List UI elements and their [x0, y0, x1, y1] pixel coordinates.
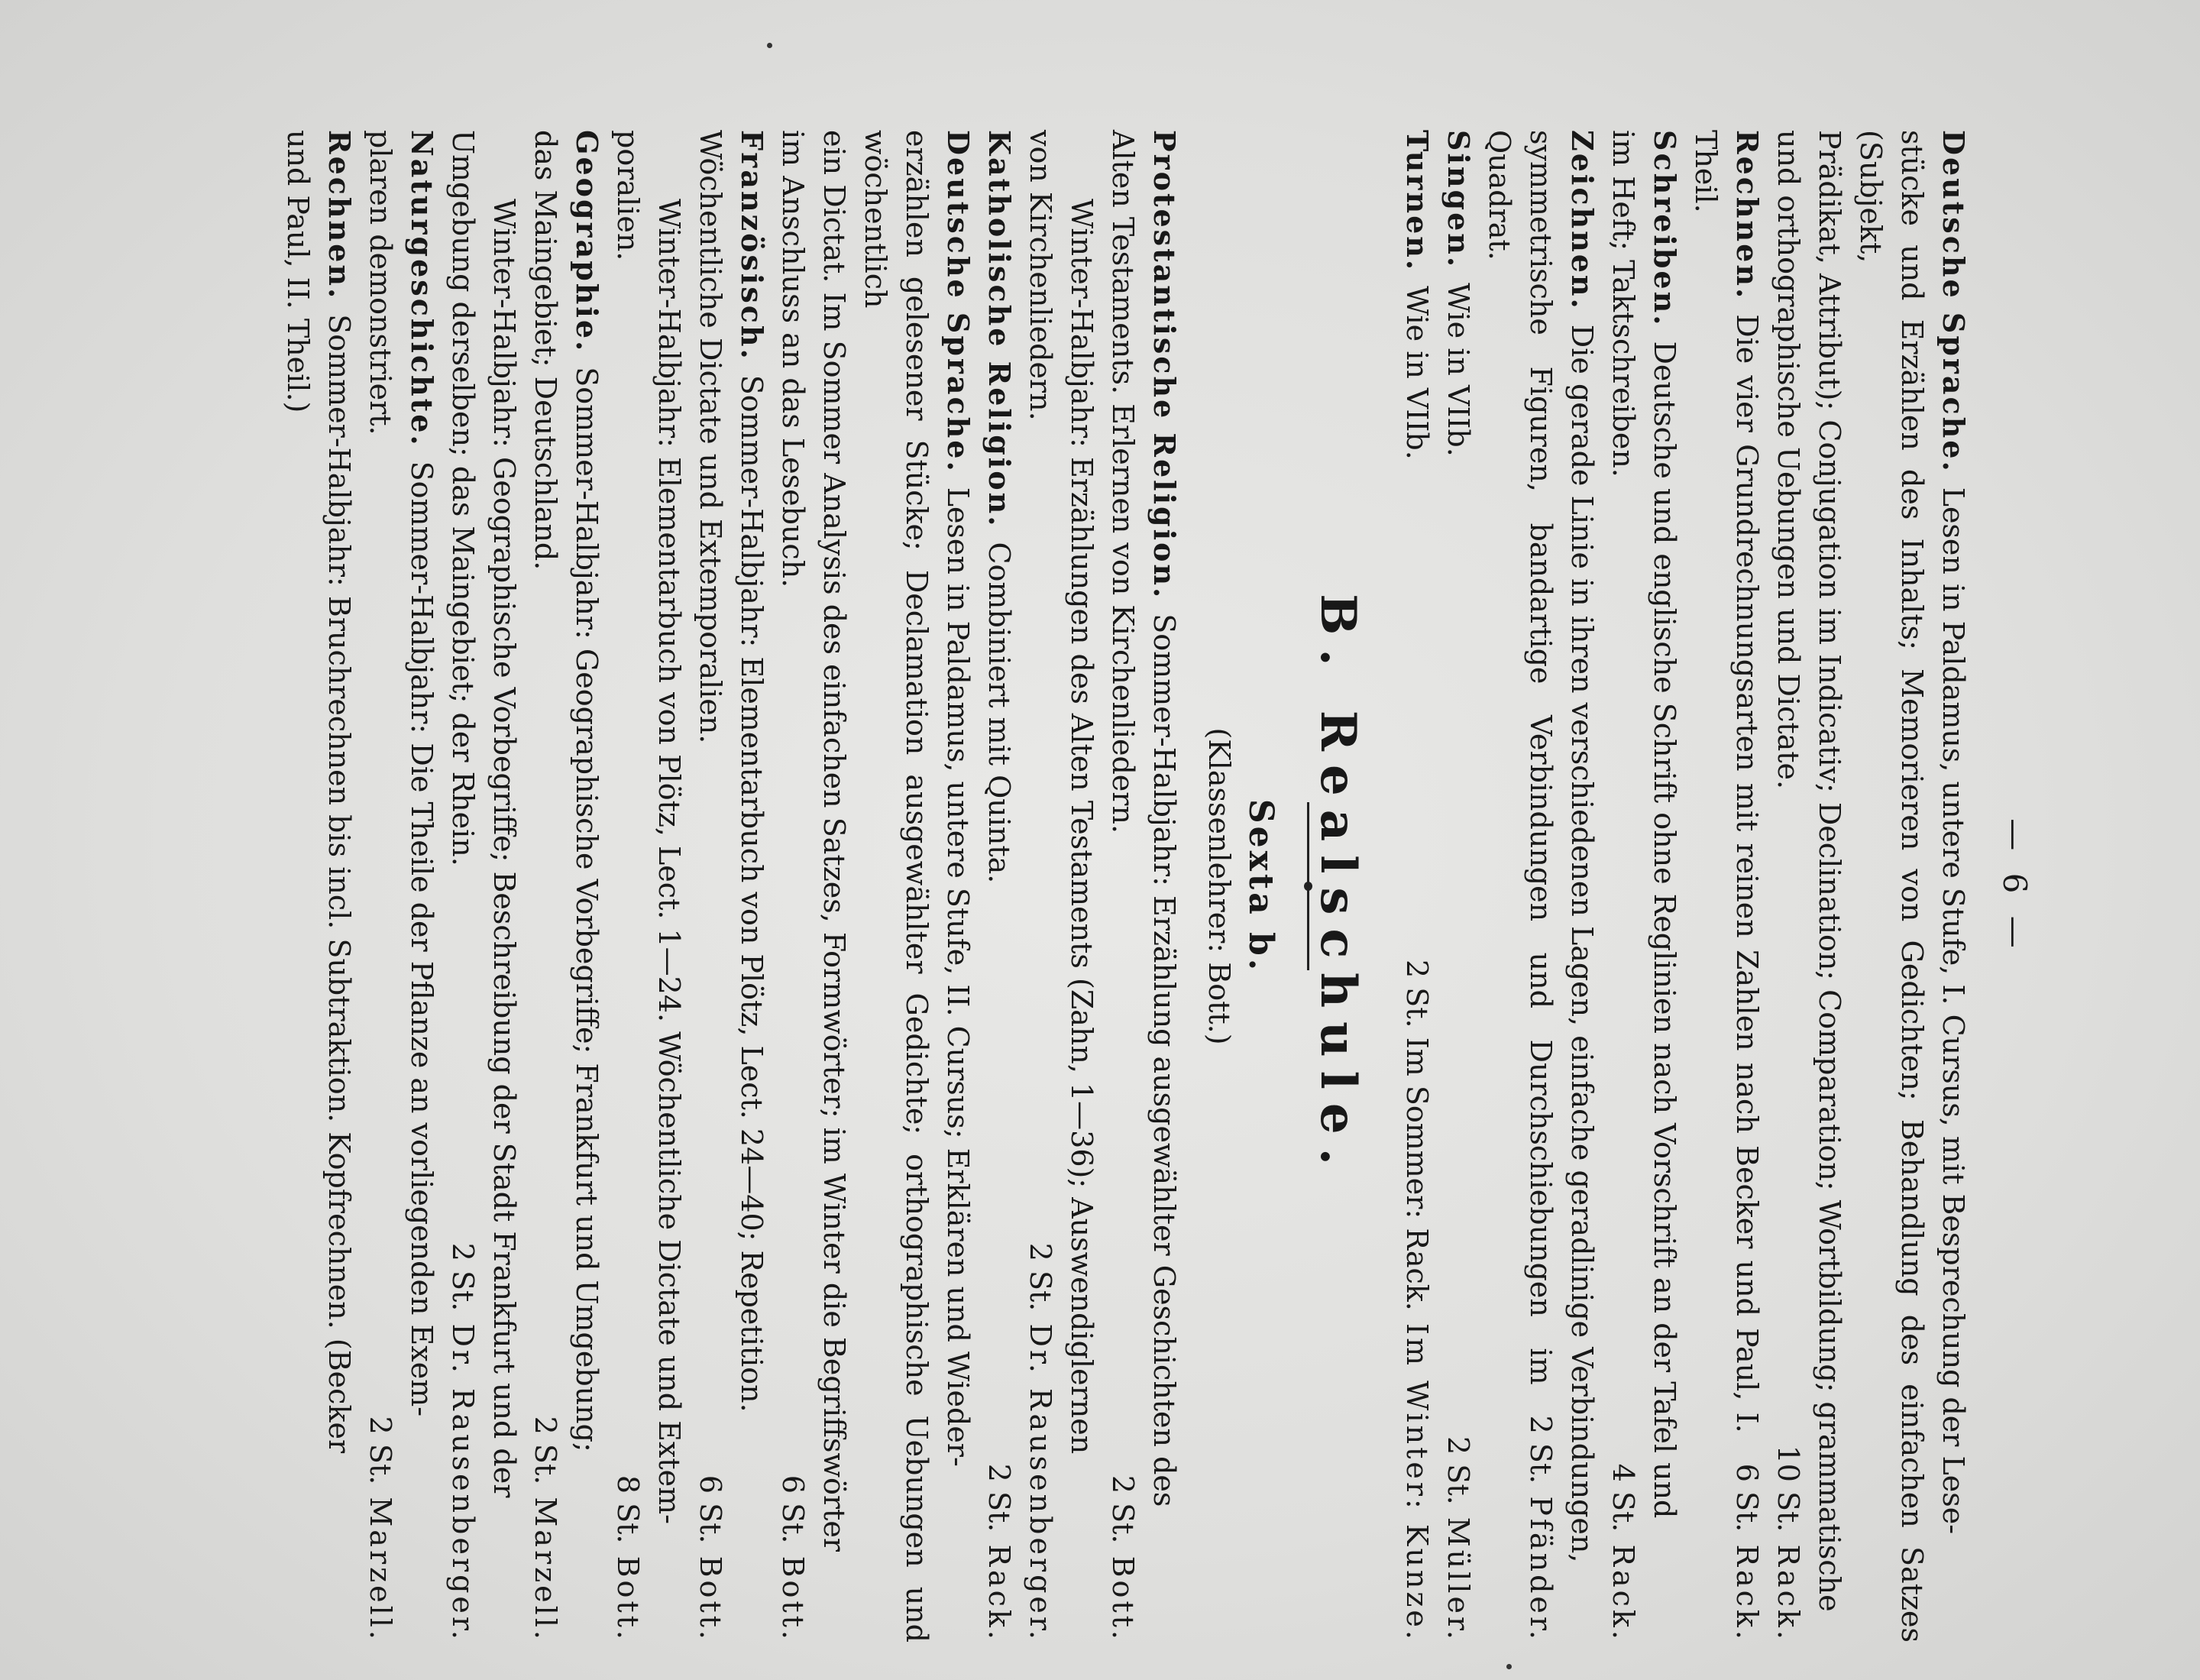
entry-line — [731, 130, 772, 1643]
top-entries — [1396, 130, 1974, 1643]
line-text: symmetrische Figuren, bandartige Verbindungen und Durchschiebungen im Quadrat. — [1483, 130, 1558, 1385]
entry-line — [1603, 130, 1644, 1643]
teacher-name: Bott. — [694, 1543, 727, 1643]
entry-text — [1933, 130, 1974, 1534]
hours-label: 2 St. — [364, 1416, 397, 1485]
hours-teacher — [525, 1386, 566, 1643]
entry-text — [937, 130, 979, 1467]
entry-text — [1809, 130, 1850, 1612]
schedule-entry — [772, 130, 979, 1643]
entry-text — [319, 130, 360, 1453]
entry-text — [1396, 130, 1438, 460]
entry-text — [1644, 130, 1685, 1518]
line-text: im Anschluss an das Lesebuch. — [776, 130, 810, 588]
hours-teacher — [1020, 1212, 1061, 1643]
hours-label: 2 St. — [1024, 1242, 1057, 1312]
entry-text — [1020, 130, 1061, 421]
hours-label: 10 St. — [1771, 1445, 1805, 1533]
entry-text — [1850, 130, 1933, 1643]
line-text: das Maingebiet; Deutschland. — [529, 130, 562, 571]
hours-teacher — [1768, 1415, 1809, 1643]
entry-line — [979, 130, 1020, 1643]
entry-text — [649, 130, 690, 1524]
entry-text — [772, 130, 814, 588]
hours-teacher — [1396, 929, 1438, 1643]
subject-heading: Geographie. — [570, 130, 604, 354]
line-text: Wie in VIIb. — [1441, 283, 1475, 457]
entry-line — [401, 130, 442, 1643]
line-text: Sommer-Halbjahr: Bruchrechnen bis incl. Subtraktion. Kopfrechnen. (Becker — [322, 314, 356, 1454]
line-text: plaren demonstriert. — [364, 130, 397, 435]
section-title: B. Realschule. — [1309, 594, 1367, 1179]
entry-text — [360, 130, 401, 435]
schedule-entry — [1438, 130, 1479, 1643]
entry-text — [442, 130, 484, 866]
hours-teacher — [1479, 1385, 1561, 1643]
line-text: Lesen in Paldamus, untere Stufe, I. Cursus, mit Besprechung der Lese- — [1936, 487, 1970, 1535]
line-text: und orthographische Uebungen und Dictate. — [1771, 130, 1805, 790]
hours-teacher — [772, 1445, 814, 1643]
teacher-name: Marzell. — [529, 1484, 562, 1643]
hours-teacher — [442, 1212, 484, 1643]
hours-teacher — [607, 1445, 649, 1643]
teacher-name: Marzell. — [364, 1484, 397, 1643]
schedule-entry — [1603, 130, 1685, 1643]
subject-heading: Naturgeschichte. — [405, 130, 439, 448]
entry-text — [979, 130, 1020, 883]
page-number: — 6 — — [1996, 818, 2033, 954]
entry-line — [1809, 130, 1850, 1643]
subject-heading: Protestantische Religion. — [1147, 130, 1182, 600]
entry-line — [1020, 130, 1061, 1643]
subject-heading: Turnen. — [1400, 130, 1435, 273]
schedule-entry — [1768, 130, 1974, 1643]
hours-teacher — [1102, 1445, 1144, 1643]
schedule-entry — [1479, 130, 1603, 1643]
entry-line — [1438, 130, 1479, 1643]
entry-line — [566, 130, 607, 1643]
schedule-entry — [277, 130, 360, 1643]
teacher-name: Bott. — [611, 1543, 645, 1643]
hours-label: 4 St. — [1606, 1463, 1640, 1533]
hours-teacher — [690, 1445, 731, 1643]
schedule-entry — [360, 130, 442, 1643]
line-text: im Heft; Taktschreiben. — [1606, 130, 1640, 477]
line-text: Winter-Halbjahr: Geographische Vorbegriffe; Beschreibung der Stadt Frankfurt und der — [487, 199, 521, 1498]
teacher-name: Rack. — [1730, 1532, 1764, 1643]
entry-text — [484, 130, 525, 1497]
schedule-entry — [442, 130, 525, 1643]
hours-label: 6 St. — [1730, 1463, 1764, 1533]
hours-label: 2 St. — [529, 1416, 562, 1485]
line-text: Wie in VIIb. — [1400, 286, 1434, 460]
entry-line — [690, 130, 731, 1643]
entry-line — [855, 130, 937, 1643]
entry-text — [277, 130, 319, 413]
hours-label: 8 St. — [611, 1474, 645, 1544]
subject-heading: Rechnen. — [1730, 130, 1765, 301]
entry-line — [319, 130, 360, 1643]
entry-text — [566, 130, 607, 1452]
document-page — [138, 15, 2062, 1665]
line-text: und Paul, II. Theil.) — [281, 130, 315, 413]
subject-heading: Französisch. — [735, 130, 769, 361]
hours-label: 2 St. — [982, 1463, 1016, 1533]
hours-teacher — [979, 1433, 1020, 1643]
line-text: Deutsche und englische Schrift ohne Reglinien nach Vorschrift an der Tafel und — [1648, 341, 1681, 1519]
entry-text — [525, 130, 566, 570]
hours-teacher — [1438, 1406, 1479, 1643]
subject-heading: Schreiben. — [1648, 130, 1682, 328]
line-text: Alten Testaments. Erlernen von Kirchenliedern. — [1106, 130, 1140, 834]
schedule-entry — [690, 130, 772, 1643]
class-title: Sexta b. — [1241, 798, 1280, 974]
entry-line — [525, 130, 566, 1643]
entry-text — [401, 130, 442, 1416]
section-divider — [1307, 802, 1309, 970]
line-text: Winter-Halbjahr: Erzählungen des Alten Testaments (Zahn, 1—36); Auswendiglernen — [1065, 199, 1098, 1455]
entry-text — [1561, 130, 1603, 1562]
line-text: Die vier Grundrechnungsarten mit reinen Zahlen nach Becker und Paul, I. Theil. — [1689, 130, 1764, 1433]
schedule-entry — [1020, 130, 1102, 1643]
line-text: erzählen gelesener Stücke; Declamation ausgewählter Gedichte; orthographische Uebungen und wöchentlich — [859, 130, 933, 1643]
line-text: Winter-Halbjahr: Elementarbuch von Plötz, Lect. 1—24. Wöchentliche Dictate und Extem- — [652, 199, 686, 1524]
entry-line — [937, 130, 979, 1643]
entry-line — [649, 130, 690, 1643]
hours-teacher — [1603, 1433, 1644, 1643]
line-text: Umgebung derselben; das Maingebiet; der Rhein. — [446, 130, 480, 866]
line-text: von Kirchenliedern. — [1024, 130, 1057, 421]
hours-label: 2 St. Im Sommer: Rack. — [1400, 959, 1434, 1311]
entry-line — [1768, 130, 1809, 1643]
schedule-entry — [1102, 130, 1185, 1643]
entry-text — [1061, 130, 1102, 1454]
line-text: Die gerade Linie in ihren verschiedenen Lagen, einfache geradlinige Verbindungen, — [1565, 324, 1599, 1563]
subject-heading: Deutsche Sprache. — [1936, 130, 1971, 474]
entry-line — [360, 130, 401, 1643]
entry-line — [607, 130, 649, 1643]
teacher-name: Müller. — [1441, 1504, 1475, 1643]
line-text: poralien. — [611, 130, 645, 261]
hours-label: 2 St. — [446, 1242, 480, 1312]
line-text: Sommer-Halbjahr: Geographische Vorbegriffe; Frankfurt und Umgebung; — [570, 367, 603, 1452]
subject-heading: Katholische Religion. — [982, 130, 1017, 529]
entry-line — [1850, 130, 1933, 1643]
subject-heading: Singen. — [1441, 130, 1476, 270]
entry-line — [442, 130, 484, 1643]
teacher-name: Im Winter: Kunze. — [1400, 1310, 1434, 1643]
line-text: Sommer-Halbjahr: Erzählung ausgewählter Geschichten des — [1147, 613, 1181, 1507]
entry-line — [1933, 130, 1974, 1643]
line-text: Sommer-Halbjahr: Die Theile der Pflanze an vorliegenden Exem- — [405, 461, 438, 1417]
class-subtitle: (Klassenlehrer: Bott.) — [1202, 727, 1236, 1045]
schedule-entry — [607, 130, 690, 1643]
entry-text — [855, 130, 937, 1643]
schedule-entry — [1396, 130, 1438, 1643]
entry-text — [1479, 130, 1561, 1385]
entry-line — [814, 130, 855, 1643]
entry-line — [772, 130, 814, 1643]
hours-label: 2 St. — [1441, 1436, 1475, 1505]
entry-text — [690, 130, 731, 743]
entry-line — [1396, 130, 1438, 1643]
line-text: ein Dictat. Im Sommer Analysis des einfachen Satzes, Formwörter; im Winter die Begriffswörter — [817, 130, 851, 1552]
subject-heading: Deutsche Sprache. — [941, 130, 975, 474]
entry-text — [1603, 130, 1644, 477]
hours-label: 2 St. — [1106, 1474, 1140, 1544]
teacher-name: Bott. — [1106, 1543, 1140, 1643]
subject-heading: Rechnen. — [322, 130, 357, 301]
entry-line — [1061, 130, 1102, 1643]
entry-line — [1561, 130, 1603, 1643]
entry-line — [277, 130, 319, 1643]
hours-label: 6 St. — [694, 1474, 727, 1544]
teacher-name: Dr. Rausenberger. — [1024, 1311, 1057, 1643]
entry-text — [607, 130, 649, 261]
entry-line — [1685, 130, 1768, 1643]
schedule-entry — [1685, 130, 1768, 1643]
entry-text — [731, 130, 772, 1413]
entry-text — [1768, 130, 1809, 789]
teacher-name: Rack. — [982, 1532, 1016, 1643]
line-text: Combiniert mit Quinta. — [982, 542, 1016, 884]
bottom-entries — [277, 130, 1185, 1643]
teacher-name: Rack. — [1771, 1532, 1805, 1643]
entry-text — [814, 130, 855, 1552]
entry-text — [1144, 130, 1185, 1507]
line-text: Sommer-Halbjahr: Elementarbuch von Plötz, Lect. 24—40; Repetition. — [735, 374, 768, 1413]
teacher-name: Rack. — [1606, 1532, 1640, 1643]
teacher-name: Pfänder. — [1524, 1484, 1558, 1643]
line-text: stücke und Erzählen des Inhalts; Memorieren von Gedichten; Behandlung des einfachen Satzes (Subjekt, — [1854, 130, 1929, 1643]
hours-teacher — [1685, 1433, 1768, 1643]
line-text: Lesen in Paldamus, untere Stufe, II. Cursus; Erklären und Wieder- — [941, 487, 975, 1467]
entry-line — [1144, 130, 1185, 1643]
line-text: Prädikat, Attribut); Conjugation im Indicativ; Declination; Comparation; Wortbildung; grammatische — [1813, 130, 1846, 1612]
teacher-name: Bott. — [776, 1543, 810, 1643]
entry-line — [484, 130, 525, 1643]
entry-text — [1438, 130, 1479, 457]
entry-line — [1102, 130, 1144, 1643]
hours-label: 2 St. — [1524, 1415, 1558, 1484]
schedule-entry — [979, 130, 1020, 1643]
teacher-name: Dr. Rausenberger. — [446, 1311, 480, 1643]
entry-text — [1102, 130, 1144, 834]
entry-line — [1479, 130, 1561, 1643]
line-text: Wöchentliche Dictate und Extemporalien. — [694, 130, 727, 744]
subject-heading: Zeichnen. — [1565, 130, 1600, 311]
entry-text — [1685, 130, 1768, 1433]
schedule-entry — [525, 130, 607, 1643]
entry-line — [1644, 130, 1685, 1643]
hours-teacher — [360, 1386, 401, 1643]
hours-label: 6 St. — [776, 1474, 810, 1544]
